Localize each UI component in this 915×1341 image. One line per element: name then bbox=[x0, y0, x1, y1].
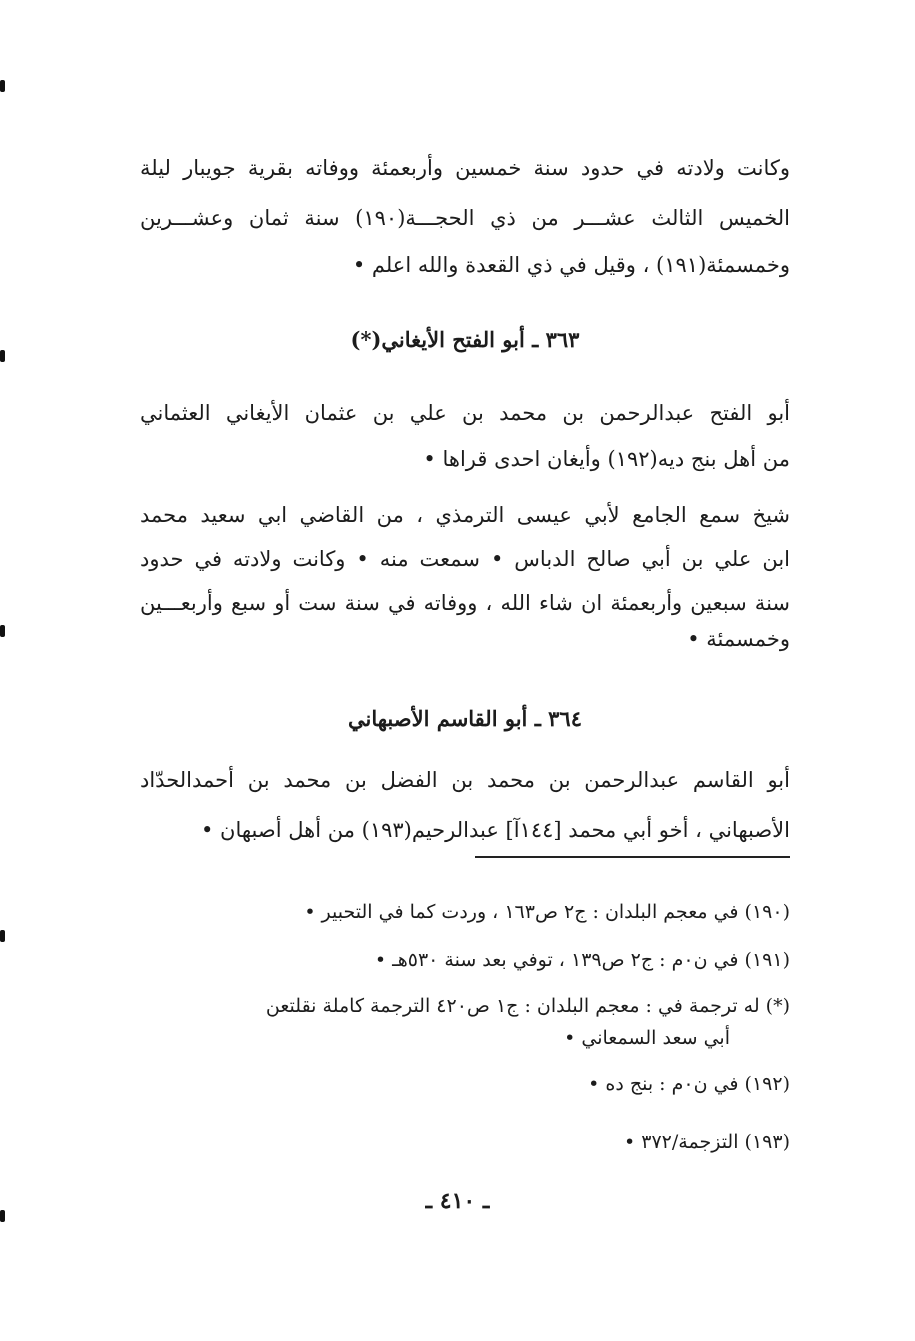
text-line: من أهل بنج ديه(١٩٢) وأيغان احدى قراها • bbox=[423, 447, 790, 471]
text-line: ابن علي بن أبي صالح الدباس • سمعت منه • وكانت ولادته في حدود bbox=[140, 547, 790, 571]
text-line: أبو الفتح عبدالرحمن بن محمد بن علي بن عثمان الأيغاني العثماني bbox=[140, 401, 790, 425]
binding-mark bbox=[0, 930, 5, 942]
text-line: شيخ سمع الجامع لأبي عيسى الترمذي ، من القاضي ابي سعيد محمد bbox=[140, 503, 790, 527]
footnote-192: (١٩٢) في ن٠م : بنج ده • bbox=[588, 1073, 790, 1095]
text-line: الأصبهاني ، أخو أبي محمد [١٤٤آ] عبدالرحيم(١٩٣) من أهل أصبهان • bbox=[200, 818, 790, 842]
footnote-separator bbox=[475, 856, 790, 858]
text-line: الخميس الثالث عشـــر من ذي الحجـــة(١٩٠) سنة ثمان وعشـــرين bbox=[140, 206, 790, 230]
footnote-star-continued: أبي سعد السمعاني • bbox=[564, 1027, 730, 1049]
footnote-193: (١٩٣) التزجمة/٣٧٢ • bbox=[624, 1131, 790, 1153]
entry-heading-364: ٣٦٤ ـ أبو القاسم الأصبهاني bbox=[348, 706, 582, 731]
entry-heading-363: ٣٦٣ ـ أبو الفتح الأيغاني(*) bbox=[350, 327, 580, 352]
text-line: أبو القاسم عبدالرحمن بن محمد بن الفضل بن محمد بن أحمدالحدّاد bbox=[140, 768, 790, 792]
text-line: وخمسمئة • bbox=[687, 627, 790, 651]
text-line: وخمسمئة(١٩١) ، وقيل في ذي القعدة والله اعلم • bbox=[352, 253, 790, 277]
text-line: وكانت ولادته في حدود سنة خمسين وأربعمئة ووفاته بقرية جويبار ليلة bbox=[140, 156, 790, 180]
binding-mark bbox=[0, 80, 5, 92]
footnote-190: (١٩٠) في معجم البلدان : ج٢ ص١٦٣ ، وردت كما في التحبير • bbox=[304, 901, 790, 923]
footnote-191: (١٩١) في ن٠م : ج٢ ص١٣٩ ، توفي بعد سنة ٥٣٠هـ • bbox=[374, 949, 790, 971]
binding-mark bbox=[0, 625, 5, 637]
footnote-star: (*) له ترجمة في : معجم البلدان : ج١ ص٤٢٠ الترجمة كاملة نقلتعن bbox=[265, 995, 790, 1017]
binding-mark bbox=[0, 350, 5, 362]
page-number: ـ ٤١٠ ـ bbox=[425, 1188, 490, 1214]
text-line: سنة سبعين وأربعمئة ان شاء الله ، ووفاته في سنة ست أو سبع وأربعـــين bbox=[140, 591, 790, 615]
